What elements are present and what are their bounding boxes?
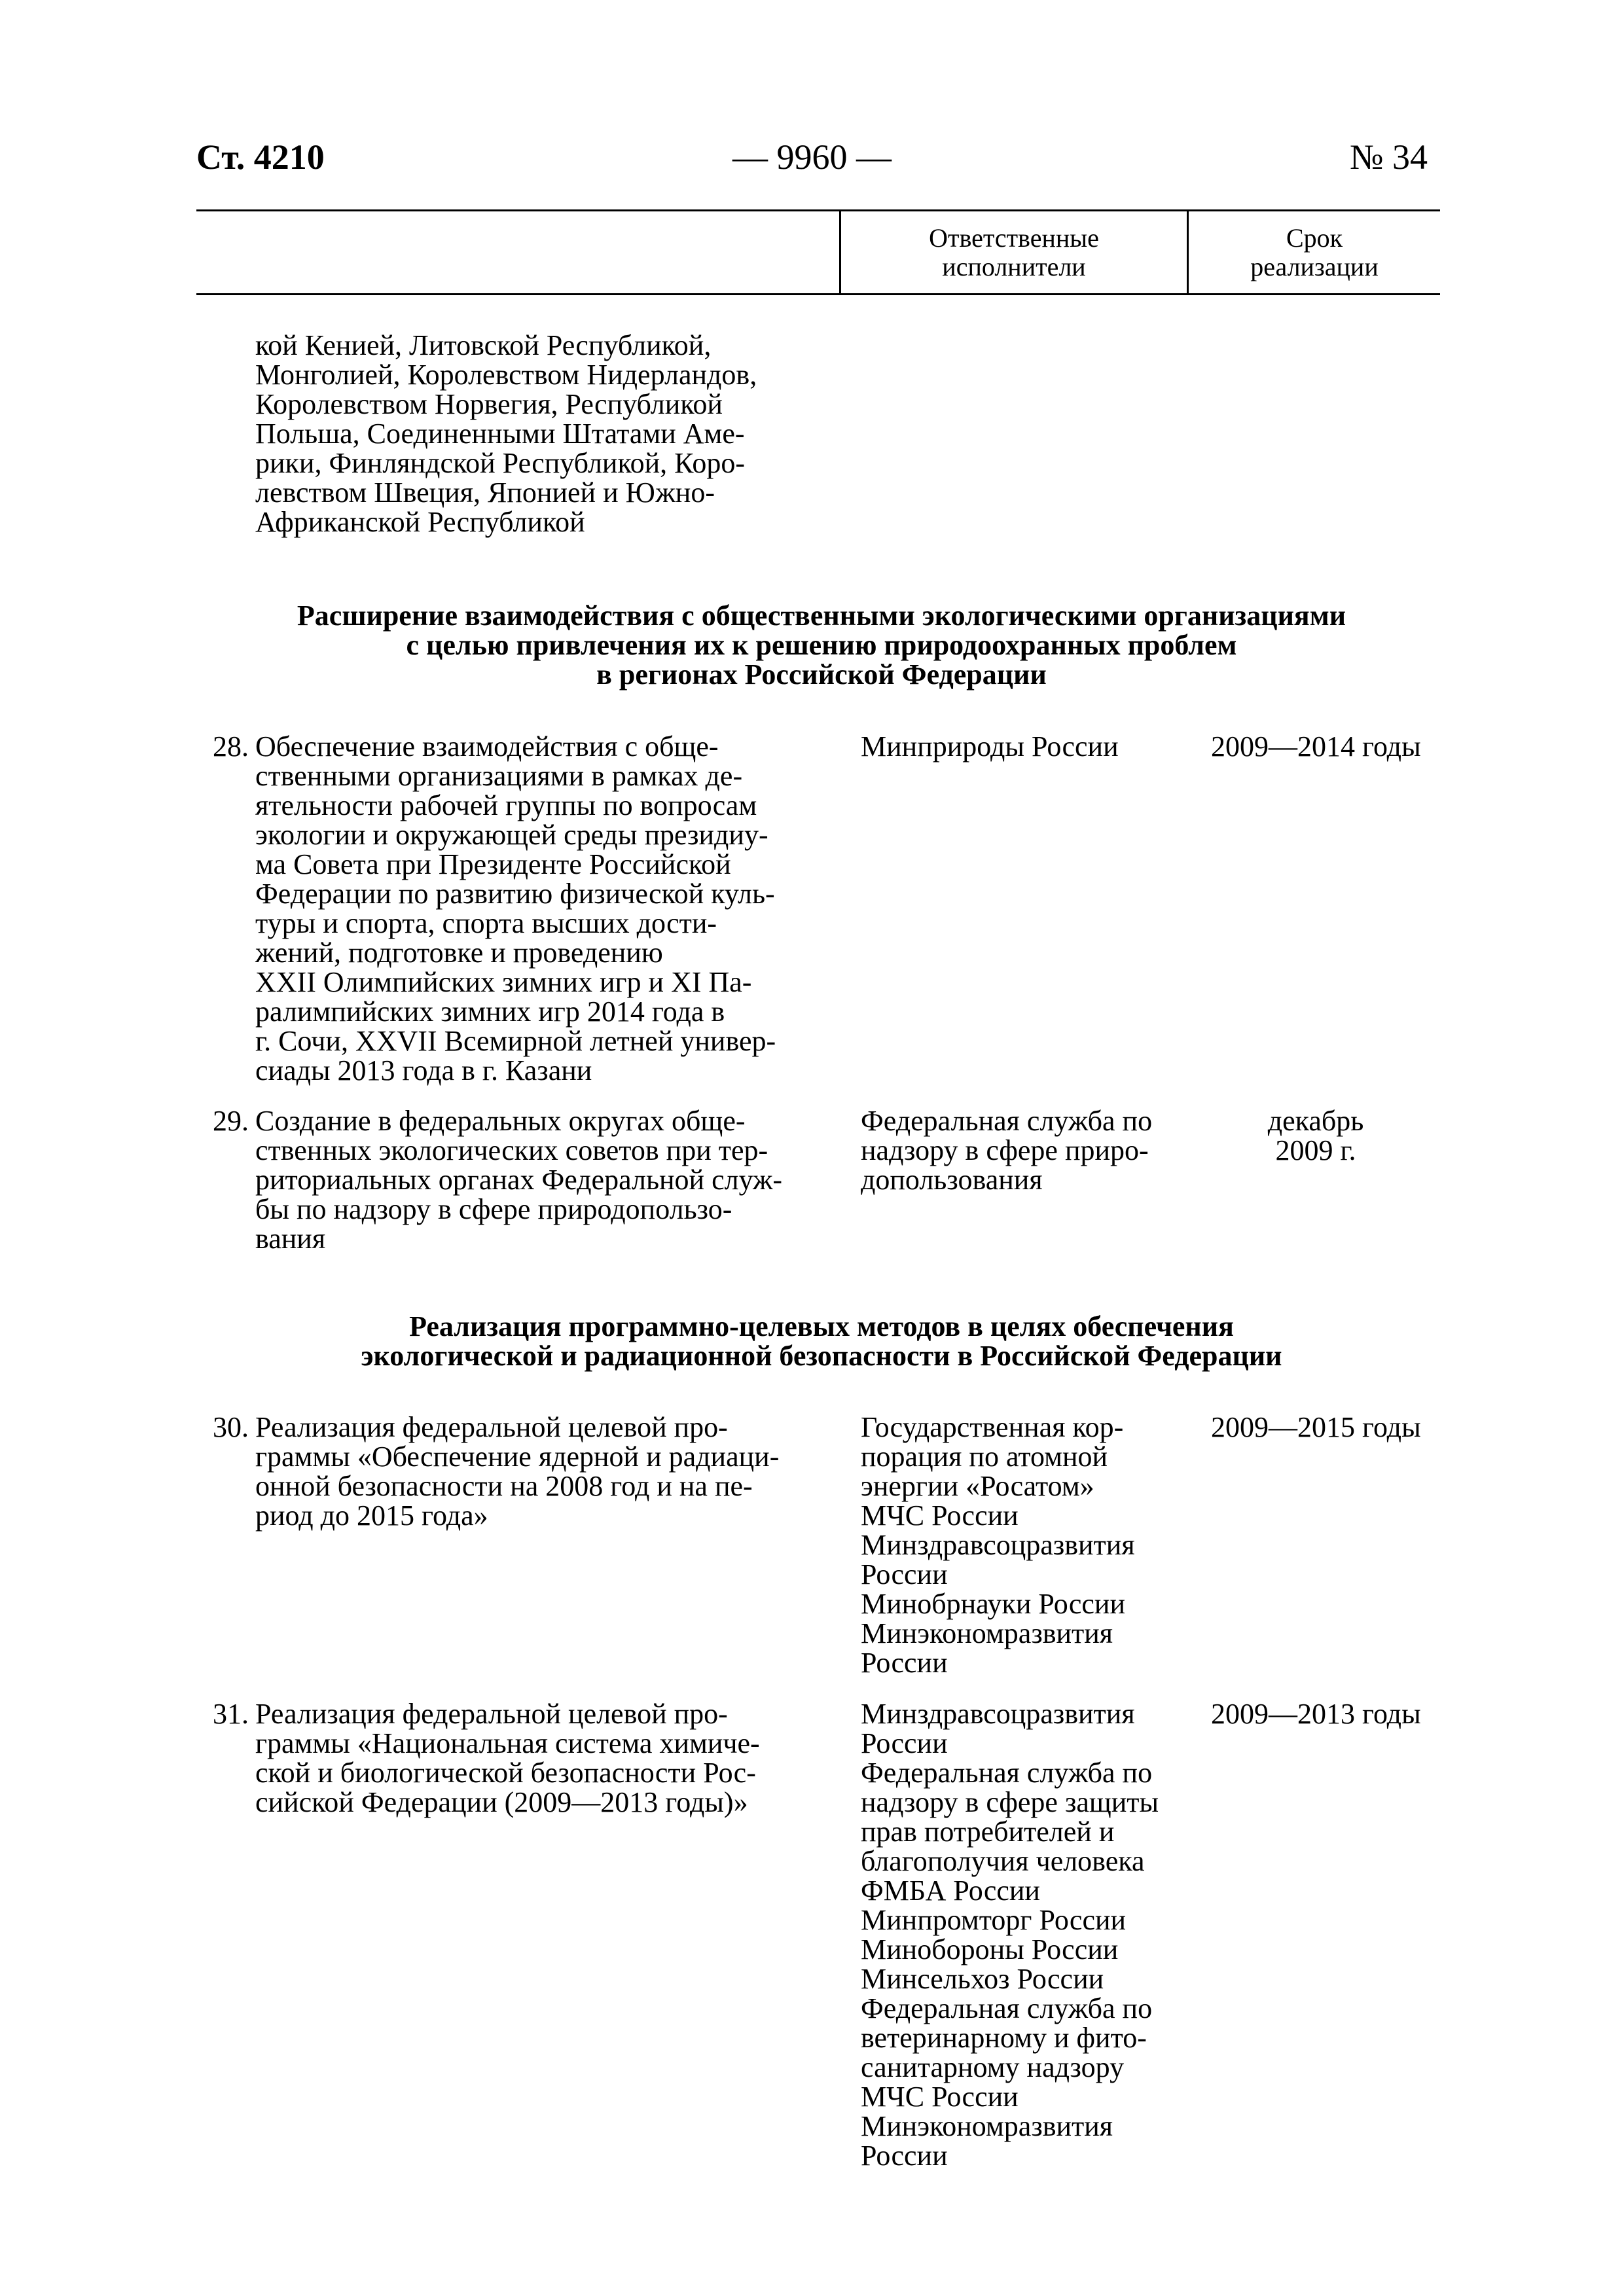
text-line: ственных экологических советов при тер- [255, 1134, 768, 1166]
text-line: вания [255, 1223, 326, 1255]
article-number: Ст. 4210 [196, 137, 325, 177]
issue-number: № 34 [1349, 137, 1428, 177]
text-line: граммы «Национальная система химиче- [255, 1727, 760, 1759]
text-line: риод до 2015 года» [255, 1499, 488, 1532]
responsible-line: надзору в сфере приро- [861, 1134, 1149, 1166]
text-line: сиады 2013 года в г. Казани [255, 1054, 592, 1086]
responsible-line: России [861, 2140, 948, 2172]
text-line: Монголией, Королевством Нидерландов, [255, 359, 757, 391]
text-line: онной безопасности на 2008 год и на пе- [255, 1470, 753, 1502]
responsible-line: Минпромторг России [861, 1904, 1127, 1936]
column-header-responsible-line: Ответственные [929, 223, 1099, 253]
section-heading [196, 601, 1447, 689]
column-header-responsible-line: исполнители [942, 252, 1086, 281]
responsible-line: Федеральная служба по [861, 1105, 1153, 1137]
text-line: рики, Финляндской Республикой, Коро- [255, 447, 745, 479]
text-line: риториальных органах Федеральной служ- [255, 1164, 783, 1196]
section-heading-line: экологической и радиационной безопасности в Российской Федерации [361, 1340, 1282, 1372]
text-line: Польша, Соединенными Штатами Аме- [255, 418, 745, 450]
column-header-responsible [841, 224, 1187, 281]
responsible-line: ФМБА России [861, 1874, 1040, 1907]
item-number: 29. [213, 1105, 249, 1137]
responsible-line: санитарному надзору [861, 2051, 1125, 2083]
section-heading-line: с целью привлечения их к решению природоохранных проблем [406, 629, 1237, 661]
item-responsible [861, 1699, 1185, 2170]
item-number: 28. [213, 730, 249, 762]
text-line: Африканской Республикой [255, 506, 585, 538]
responsible-line: Минобороны России [861, 1933, 1119, 1965]
deadline-line: 2009 г. [1275, 1134, 1356, 1166]
responsible-line: Федеральная служба по [861, 1757, 1153, 1789]
text-line: г. Сочи, XXVII Всемирной летней универ- [255, 1025, 776, 1057]
section-heading-line: в регионах Российской Федерации [596, 658, 1047, 691]
column-header-deadline [1189, 224, 1440, 281]
deadline-line: декабрь [1267, 1105, 1364, 1137]
item-deadline [1211, 1699, 1421, 1729]
deadline-line: 2009—2013 годы [1211, 1698, 1421, 1730]
text-line: XXII Олимпийских зимних игр и XI Па- [255, 966, 752, 998]
section-heading [196, 1312, 1447, 1371]
item-number: 30. [213, 1411, 249, 1443]
responsible-line: порация по атомной [861, 1441, 1108, 1473]
continuation-text [255, 331, 818, 537]
responsible-line: надзору в сфере защиты [861, 1786, 1159, 1818]
text-line: экологии и окружающей среды президиу- [255, 819, 768, 851]
section-heading-line: Реализация программно-целевых методов в целях обеспечения [409, 1310, 1234, 1342]
table-top-rule [196, 209, 1440, 211]
text-line: Создание в федеральных округах обще- [255, 1105, 746, 1137]
text-line: Реализация федеральной целевой про- [255, 1698, 728, 1730]
text-line: ственными организациями в рамках де- [255, 760, 743, 792]
text-line: Федерации по развитию физической куль- [255, 878, 775, 910]
text-line: кой Кенией, Литовской Республикой, [255, 329, 712, 361]
page-number: — 9960 — [732, 137, 892, 177]
responsible-line: энергии «Росатом» [861, 1470, 1094, 1502]
responsible-line: Федеральная служба по [861, 1992, 1153, 2024]
responsible-line: прав потребителей и [861, 1816, 1115, 1848]
responsible-line: Минздравсоцразвития [861, 1529, 1135, 1561]
section-heading-line: Расширение взаимодействия с общественными экологическими организациями [297, 600, 1346, 632]
text-line: туры и спорта, спорта высших дости- [255, 907, 717, 939]
column-header-deadline-line: Срок [1286, 223, 1343, 253]
text-line: бы по надзору в сфере природопользо- [255, 1193, 732, 1225]
item-text [255, 732, 818, 1085]
text-line: ралимпийских зимних игр 2014 года в [255, 996, 725, 1028]
responsible-line: Минздравсоцразвития [861, 1698, 1135, 1730]
text-line: граммы «Обеспечение ядерной и радиаци- [255, 1441, 780, 1473]
table-header-bottom-rule [196, 293, 1440, 295]
item-responsible [861, 1412, 1185, 1677]
item-responsible [861, 732, 1188, 761]
responsible-line: Минэкономразвития [861, 1617, 1113, 1649]
responsible-line: Минобрнауки России [861, 1588, 1125, 1620]
column-header-deadline-line: реализации [1250, 252, 1379, 281]
responsible-line: России [861, 1558, 948, 1590]
deadline-line: 2009—2015 годы [1211, 1411, 1421, 1443]
item-responsible [861, 1106, 1188, 1194]
text-line: ятельности рабочей группы по вопросам [255, 789, 757, 821]
responsible-line: Минэкономразвития [861, 2110, 1113, 2142]
item-number: 31. [213, 1698, 249, 1730]
text-line: ской и биологической безопасности Рос- [255, 1757, 756, 1789]
item-deadline [1211, 732, 1421, 761]
text-line: Реализация федеральной целевой про- [255, 1411, 728, 1443]
text-line: Обеспечение взаимодействия с обще- [255, 730, 719, 762]
responsible-line: России [861, 1727, 948, 1759]
text-line: Королевством Норвегия, Республикой [255, 388, 723, 420]
text-line: левством Швеция, Японией и Южно- [255, 476, 715, 509]
responsible-line: Минсельхоз России [861, 1963, 1104, 1995]
responsible-line: ветеринарному и фито- [861, 2022, 1147, 2054]
responsible-line: Государственная кор- [861, 1411, 1124, 1443]
item-text [255, 1106, 818, 1253]
responsible-line: России [861, 1647, 948, 1679]
responsible-line: МЧС России [861, 2081, 1019, 2113]
item-text [255, 1699, 818, 1817]
item-text [255, 1412, 818, 1530]
responsible-line: Минприроды России [861, 730, 1119, 762]
responsible-line: благополучия человека [861, 1845, 1145, 1877]
text-line: жений, подготовке и проведению [255, 937, 663, 969]
text-line: сийской Федерации (2009—2013 годы)» [255, 1786, 748, 1818]
item-deadline [1198, 1106, 1434, 1165]
responsible-line: допользования [861, 1164, 1043, 1196]
responsible-line: МЧС России [861, 1499, 1019, 1532]
text-line: ма Совета при Президенте Российской [255, 848, 731, 880]
item-deadline [1211, 1412, 1421, 1442]
deadline-line: 2009—2014 годы [1211, 730, 1421, 762]
